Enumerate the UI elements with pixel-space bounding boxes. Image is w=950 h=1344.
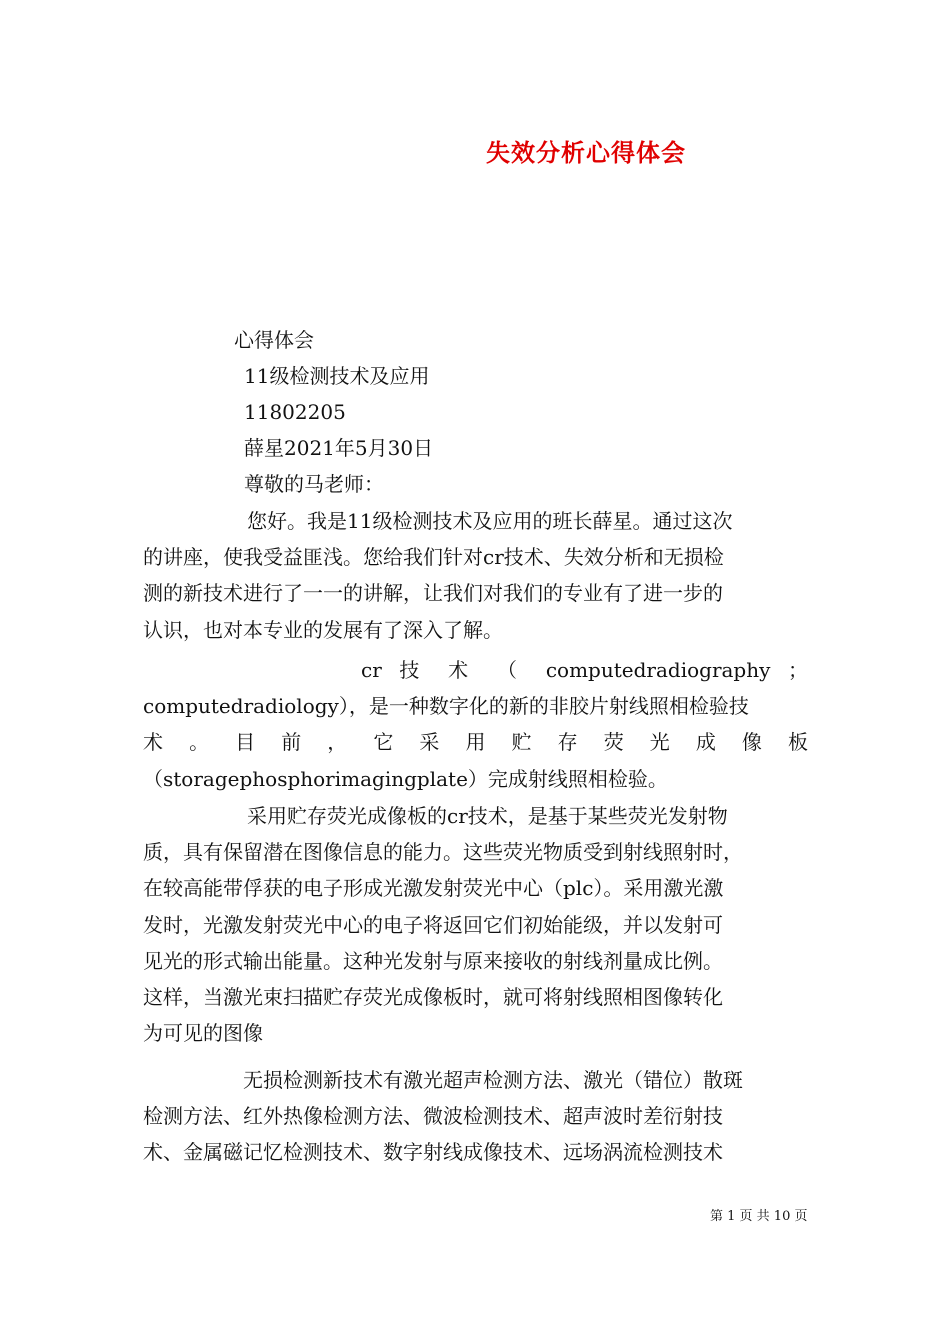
paragraph-line: 为可见的图像 <box>143 1021 263 1046</box>
paragraph-greeting <box>143 503 808 648</box>
paragraph-line: 术、金属磁记忆检测技术、数字射线成像技术、远场涡流检测技术 <box>143 1140 723 1165</box>
paragraph-cr-principle <box>143 798 808 1051</box>
paragraph-line: 您好。我是11级检测技术及应用的班长薛星。通过这次 <box>247 509 733 533</box>
header-line-class: 11级检测技术及应用 <box>244 364 430 388</box>
paragraph-line: 检测方法、红外热像检测方法、微波检测技术、超声波时差衍射技 <box>143 1104 723 1129</box>
paragraph-line: 测的新技术进行了一一的讲解，让我们对我们的专业有了进一步的 <box>143 581 723 606</box>
paragraph-line: 认识，也对本专业的发展有了深入了解。 <box>143 617 503 642</box>
header-line-salutation: 尊敬的马老师： <box>244 472 384 496</box>
paragraph-line: 质，具有保留潜在图像信息的能力。这些荧光物质受到射线照射时， <box>143 840 743 865</box>
paragraph-line: 见光的形式输出能量。这种光发射与原来接收的射线剂量成比例。 <box>143 948 723 973</box>
paragraph-line: computedradiology），是一种数字化的新的非胶片射线照相检验技 <box>143 694 749 719</box>
header-line-name-date: 薛星2021年5月30日 <box>244 436 434 460</box>
paragraph-line: 无损检测新技术有激光超声检测方法、激光（错位）散斑 <box>243 1068 743 1092</box>
header-line-student-id: 11802205 <box>244 400 346 424</box>
paragraph-line: 这样，当激光束扫描贮存荧光成像板时，就可将射线照相图像转化 <box>143 985 723 1010</box>
paragraph-line: 发时，光激发射荧光中心的电子将返回它们初始能级，并以发射可 <box>143 912 723 937</box>
page-number-footer: 第 1 页 共 10 页 <box>710 1209 808 1224</box>
header-line-heading: 心得体会 <box>234 328 314 352</box>
paragraph-line: （storagephosphorimagingplate）完成射线照相检验。 <box>143 766 668 791</box>
paragraph-line: 在较高能带俘获的电子形成光激发射荧光中心（plc）。采用激光激 <box>143 876 724 901</box>
paragraph-line: 的讲座，使我受益匪浅。您给我们针对cr技术、失效分析和无损检 <box>143 545 724 570</box>
paragraph-line: 术 。 目 前 ， 它 采 用 贮 存 荧 光 成 像 板 <box>143 730 808 755</box>
document-title: 失效分析心得体会 <box>486 138 686 167</box>
paragraph-cr-definition <box>143 652 808 797</box>
paragraph-line: 采用贮存荧光成像板的cr技术，是基于某些荧光发射物 <box>247 804 728 828</box>
paragraph-line: cr 技 术 （ computedradiography ； <box>361 658 808 682</box>
paragraph-ndt-techniques <box>143 1062 808 1171</box>
